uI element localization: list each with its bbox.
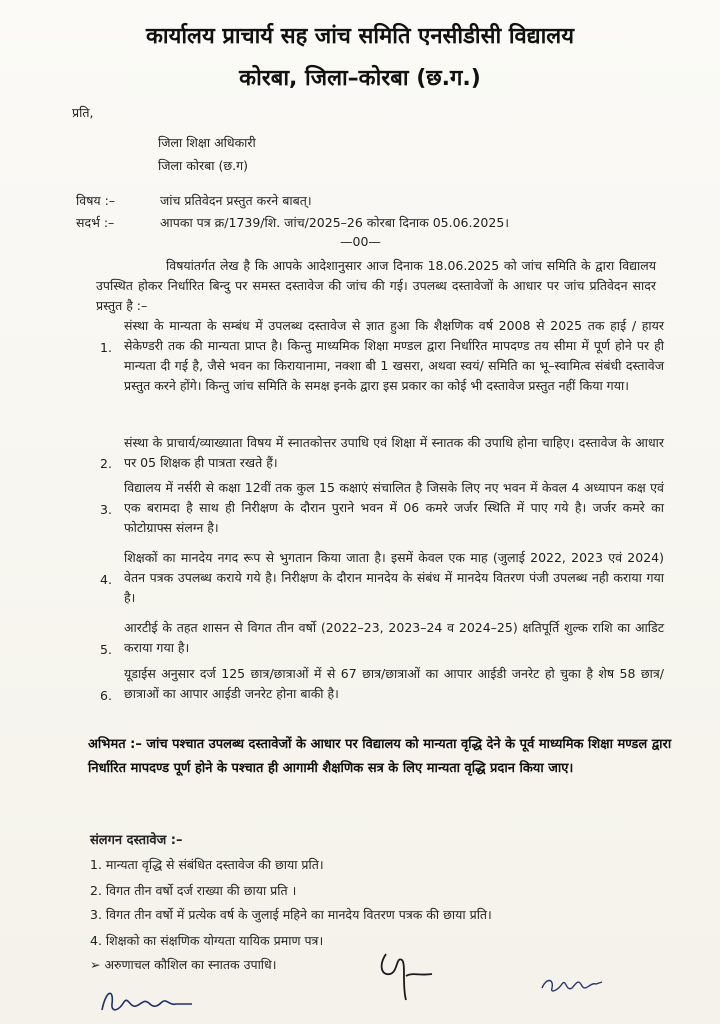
reference-text: आपका पत्र क्र/1739/शि. जांच/2025–26 कोरबा दिनाक 05.06.2025। <box>160 215 510 230</box>
subject-text: जांच प्रतिवेदन प्रस्तुत करने बाबत्। <box>160 193 312 208</box>
office-location: कोरबा, जिला–कोरबा (छ.ग.) <box>239 66 481 91</box>
attachments-title: संलगन दस्तावेज :– <box>90 833 183 848</box>
signature-left <box>96 984 196 1018</box>
point-text: आरटीई के तहत शासन से विगत तीन वर्षो (2022–23, 2023–24 व 2024–25) क्षतिपूर्ति शुल्क राशि का आडिट कराया गया है। <box>124 620 664 655</box>
attachment-item: 2. विगत तीन वर्षो दर्ज राख्या की छाया प्रति । <box>90 883 297 898</box>
intro-paragraph: विषयांतर्गत लेख है कि आपके आदेशानुसार आज दिनाक 18.06.2025 को जांच समिति के द्वारा विद्यालय उपस्थित होकर निर्धारित बिन्दु पर समस्त दस्तावेज की जांच की गई। उपलब्ध दस्तावेजों के आधार पर जांच प्रतिवेदन सादर प्रस्तुत है :– <box>96 258 656 313</box>
signature-right <box>536 968 606 998</box>
attachment-item: 4. शिक्षको का संक्षणिक योग्यता यायिक प्रमाण पत्र। <box>90 933 324 948</box>
point-number: 1. <box>100 340 112 355</box>
point-number: 6. <box>100 688 112 703</box>
point-text: यूडाईस अनुसार दर्ज 125 छात्र/छात्राओं में से 67 छात्र/छात्राओं का आपार आईडी जनरेट हो चुका है शेष 58 छात्र/छात्राओं का आपार आईडी जनरेट होना बाकी है। <box>124 666 664 701</box>
point-text: संस्था के प्राचार्य/व्याख्याता विषय में स्नातकोत्तर उपाधि एवं शिक्षा में स्नातक की उपाधि होना चाहिए। दस्तावेज के आधार पर 05 शिक्षक ही पात्रता रखते हैं। <box>124 435 664 470</box>
subject-label: विषय :– <box>76 193 116 208</box>
attachment-item: 3. विगत तीन वर्षो में प्रत्येक वर्ष के जुलाई महिने का मानदेय वितरण पत्रक की छाया प्रति। <box>90 907 492 922</box>
point-number: 3. <box>100 502 112 517</box>
opinion-paragraph: अभिमत :– जांच पश्चात उपलब्ध दस्तावेजों के आधार पर विद्यालय को मान्यता वृद्धि देने के पूर्व माध्यमिक शिक्षा मण्डल द्वारा निर्धारित मापदण्ड पूर्ण होने के पश्चात ही आगामी शैक्षणिक सत्र के लिए मान्यता वृद्धि प्रदान किया जाए। <box>88 737 672 776</box>
office-title: कार्यालय प्राचार्य सह जांच समिति एनसीडीसी विद्यालय <box>146 24 574 49</box>
recipient-place: जिला कोरबा (छ.ग) <box>158 158 249 173</box>
point-number: 2. <box>100 456 112 471</box>
separator: —00— <box>340 234 381 249</box>
signature-middle <box>372 946 442 1006</box>
salutation-to: प्रति, <box>72 105 94 120</box>
point-text: शिक्षकों का मानदेय नगद रूप से भुगतान किया जाता है। इसमें केवल एक माह (जुलाई 2022, 2023 एवं 2024) वेतन पत्रक उपलब्ध कराये गये है। निरीक्षण के दौरान मानदेय के संबंध में मानदेय वितरण पंजी उपलब्ध नही कराया गया है। <box>124 550 664 605</box>
reference-label: सदर्भ :– <box>76 215 115 230</box>
attachment-item: 1. मान्यता वृद्धि से संबंधित दस्तावेज की छाया प्रति। <box>90 857 324 872</box>
point-text: विद्यालय में नर्सरी से कक्षा 12वीं तक कुल 15 कक्षाएं संचालित है जिसके लिए नए भवन में केवल 4 अध्यापन कक्ष एवं एक बरामदा है साथ ही निरीक्षण के दौरान पुराने भवन में 06 कमरे जर्जर स्थिति में पाए गये है। जर्जर कमरे का फोटोग्राफ्स संलग्न है। <box>124 480 664 535</box>
recipient-title: जिला शिक्षा अधिकारी <box>158 135 256 150</box>
point-text: संस्था के मान्यता के सम्बंध में उपलब्ध दस्तावेज से ज्ञात हुआ कि शैक्षणिक वर्ष 2008 से 2025 तक हाई / हायर सेकेण्डरी तक की मान्यता प्राप्त है। किन्तु माध्यमिक शिक्षा मण्डल द्वारा निर्धारित मापदण्ड तय सीमा में पूर्ण होने पर ही मान्यता दी गई है, जैसे भवन का किरायानामा, नक्शा बी 1 खसरा, अथवा स्वयं/ समिति का भू–स्वामित्व संबंधी दस्तावेज प्रस्तुत करने होंगे। किन्तु जांच समिति के समक्ष इनके द्वारा इस प्रकार का कोई भी दस्तावेज प्रस्तुत नहीं किया गया। <box>124 318 664 393</box>
attachment-item: ➢ अरुणाचल कौशिल का स्नातक उपाधि। <box>90 957 277 972</box>
point-number: 5. <box>100 642 112 657</box>
point-number: 4. <box>100 572 112 587</box>
